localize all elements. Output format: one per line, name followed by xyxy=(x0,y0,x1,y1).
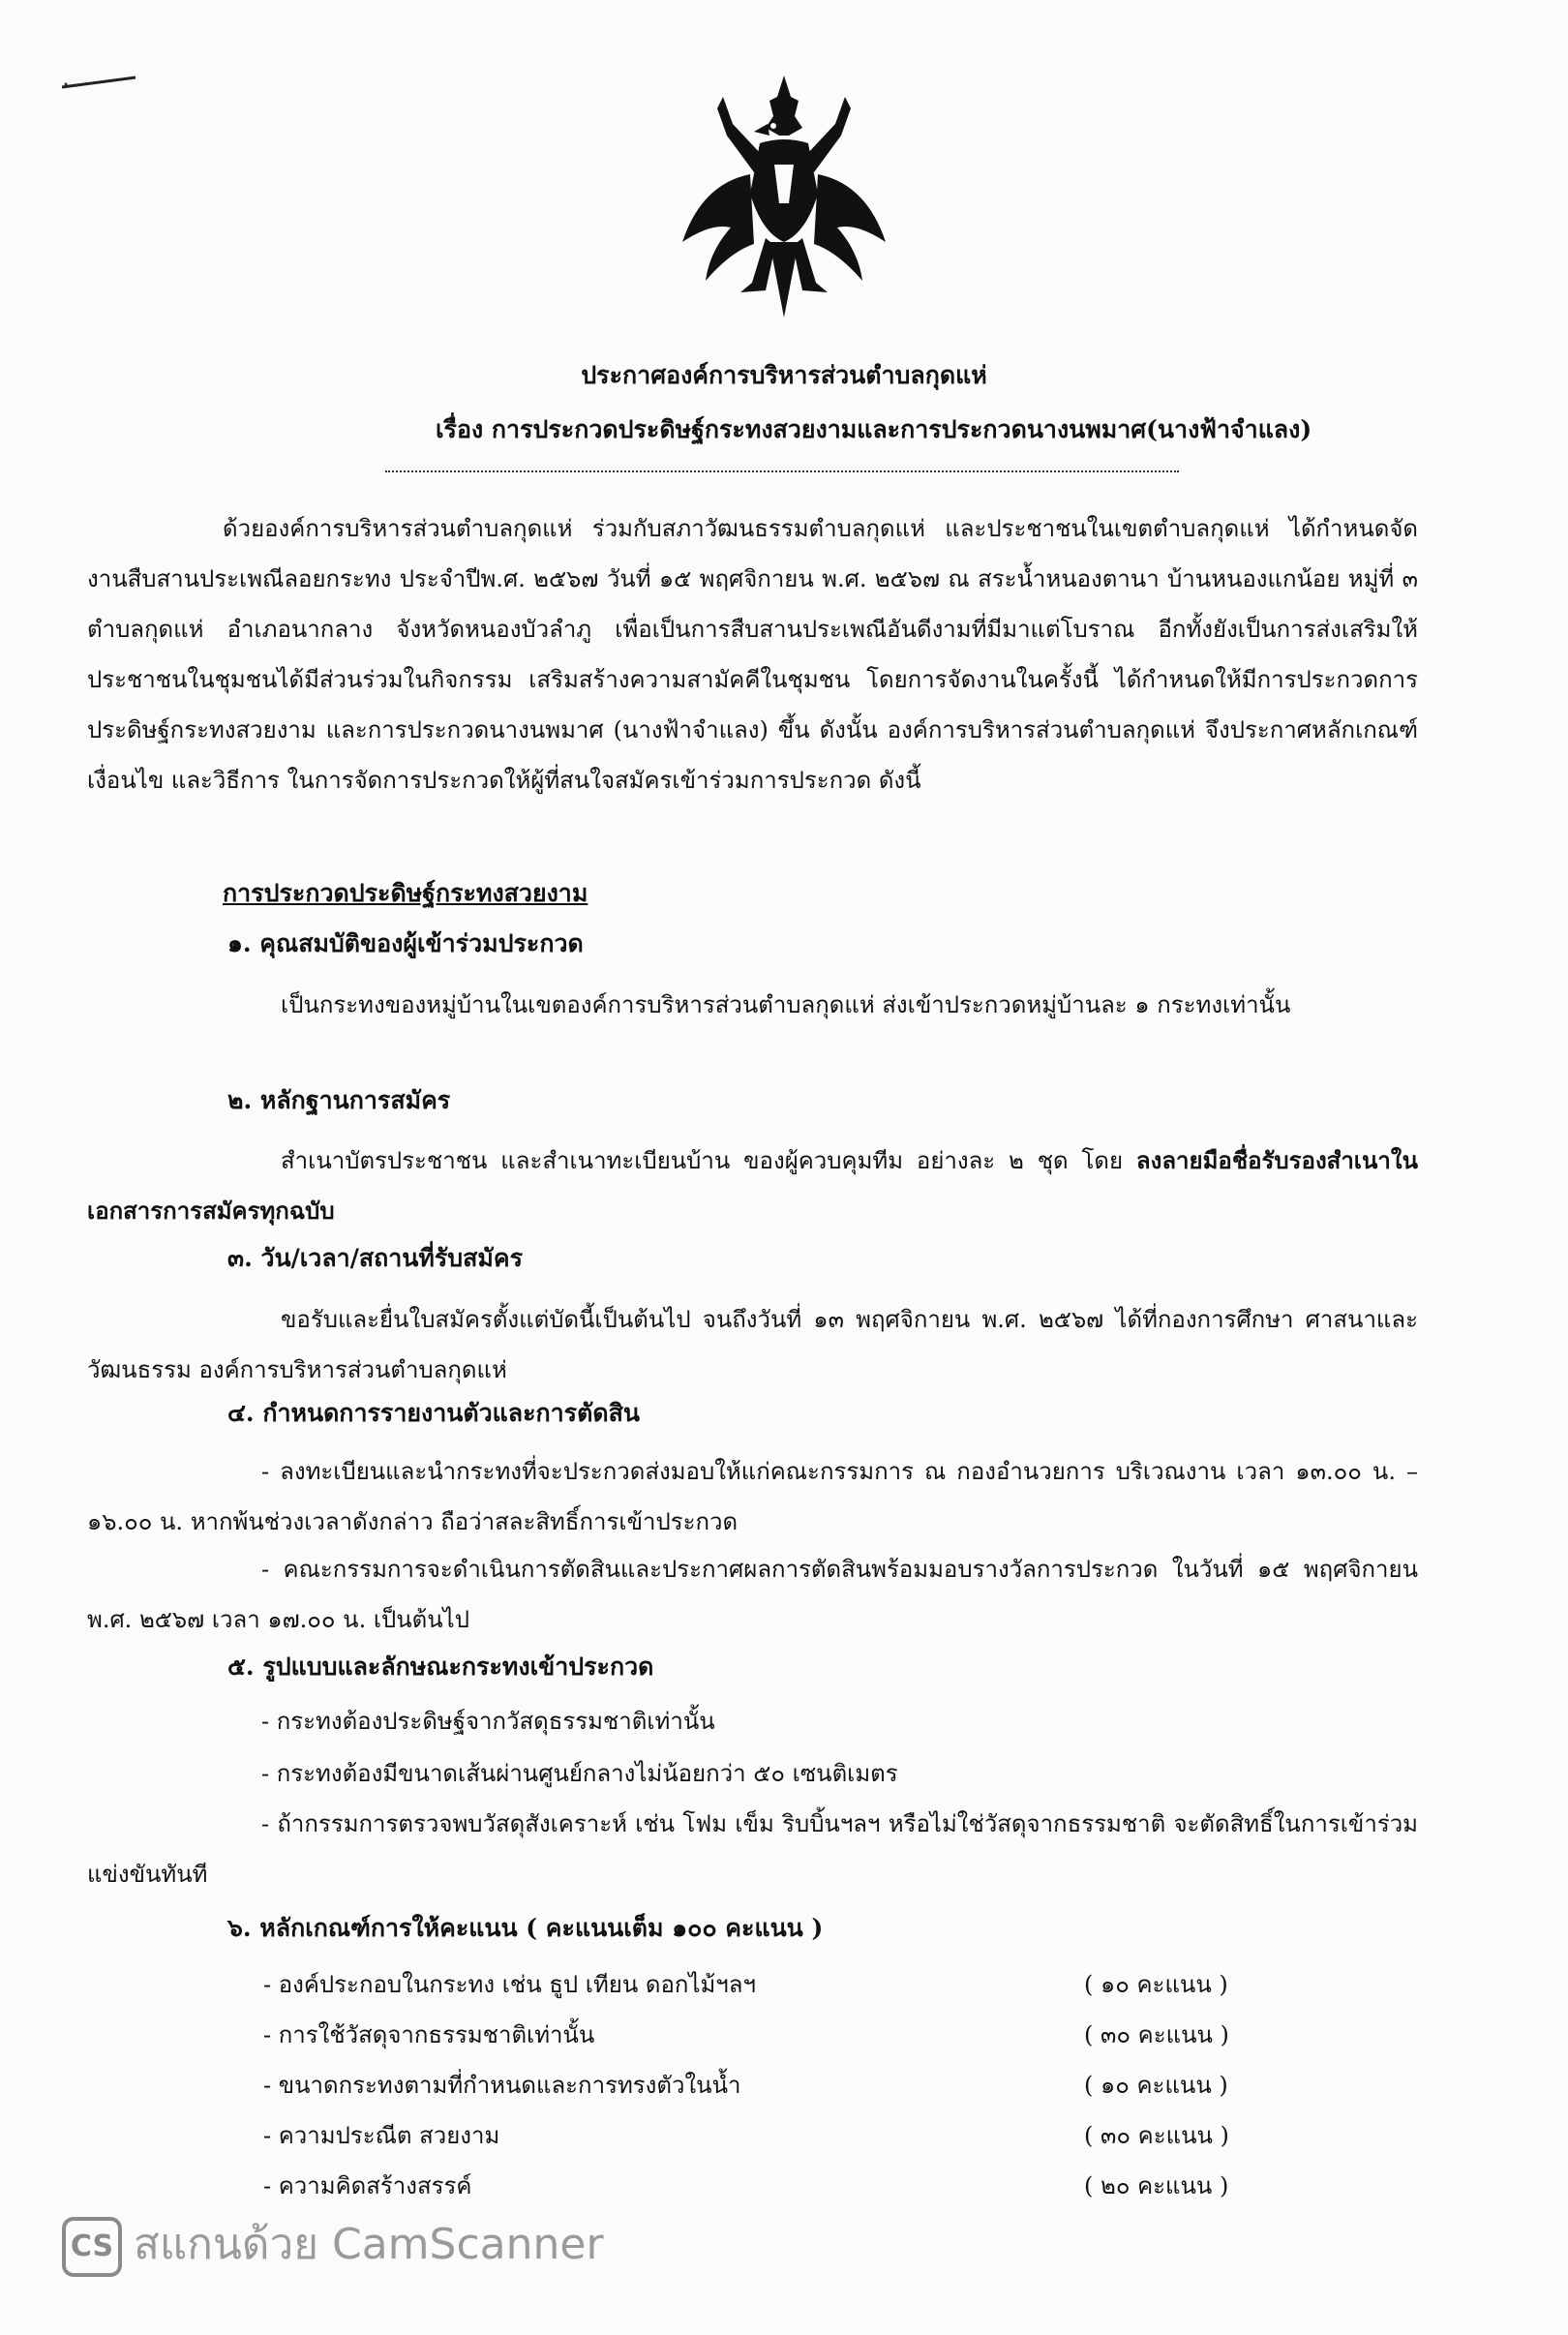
item-5-heading: ๕. รูปแบบและลักษณะกระทงเข้าประกวด xyxy=(227,1653,654,1681)
section-title: การประกวดประดิษฐ์กระทงสวยงาม xyxy=(223,879,588,907)
score-row-4-label: - ความประณีต สวยงาม xyxy=(263,2122,500,2149)
score-row-4-value: ( ๓๐ คะแนน ) xyxy=(1084,2122,1229,2149)
score-row-3-value: ( ๑๐ คะแนน ) xyxy=(1084,2072,1228,2099)
item-6-heading: ๖. หลักเกณฑ์การให้คะแนน ( คะแนนเต็ม ๑๐๐ คะแนน ) xyxy=(227,1914,824,1942)
score-row-5-value: ( ๒๐ คะแนน ) xyxy=(1084,2172,1229,2199)
item-2-heading: ๒. หลักฐานการสมัคร xyxy=(227,1086,451,1114)
document-subject: เรื่อง การประกวดประดิษฐ์กระทงสวยงามและการประกวดนางนพมาศ(นางฟ้าจำแลง) xyxy=(436,415,1312,443)
item-5-bullet-2: - กระทงต้องมีขนาดเส้นผ่านศูนย์กลางไม่น้อยกว่า ๕๐ เซนติเมตร xyxy=(261,1760,898,1787)
item-4-bullet-2: - คณะกรรมการจะดำเนินการตัดสินและประกาศผลการตัดสินพร้อมมอบรางวัลการประกวด ในวันที่ ๑๕ พฤศจิกายน พ.ศ. ๒๕๖๗ เวลา ๑๗.๐๐ น. เป็นต้นไป xyxy=(87,1556,1418,1633)
dotted-divider xyxy=(385,469,1179,472)
item-3-heading: ๓. วัน/เวลา/สถานที่รับสมัคร xyxy=(227,1244,524,1272)
score-row-2-label: - การใช้วัสดุจากธรรมชาติเท่านั้น xyxy=(263,2021,595,2048)
item-1-text: เป็นกระทงของหมู่บ้านในเขตองค์การบริหารส่วนตำบลกุดแห่ ส่งเข้าประกวดหมู่บ้านละ ๑ กระทงเท่านั้น xyxy=(281,991,1291,1018)
item-4-heading: ๔. กำหนดการรายงานตัวและการตัดสิน xyxy=(227,1399,640,1427)
score-row-1-label: - องค์ประกอบในกระทง เช่น ธูป เทียน ดอกไม้ฯลฯ xyxy=(263,1971,756,1998)
score-row-2-value: ( ๓๐ คะแนน ) xyxy=(1084,2021,1229,2048)
score-row-5-label: - ความคิดสร้างสรรค์ xyxy=(263,2172,472,2199)
score-row-3-label: - ขนาดกระทงตามที่กำหนดและการทรงตัวในน้ำ xyxy=(263,2072,741,2099)
garuda-emblem-icon xyxy=(673,68,895,319)
camscanner-logo-icon: CS xyxy=(62,2217,122,2277)
document-title: ประกาศองค์การบริหารส่วนตำบลกุดแห่ xyxy=(581,361,987,389)
item-2-text-bold: ลงลายมือชื่อรับรองสำเนาในเอกสารการสมัครทุกฉบับ xyxy=(87,1146,1418,1225)
item-5-bullet-1: - กระทงต้องประดิษฐ์จากวัสดุธรรมชาติเท่านั้น xyxy=(261,1708,715,1735)
item-4-bullet-1: - ลงทะเบียนและนำกระทงที่จะประกวดส่งมอบให้แก่คณะกรรมการ ณ กองอำนวยการ บริเวณงาน เวลา ๑๓.๐๐ น. – ๑๖.๐๐ น. หากพ้นช่วงเวลาดังกล่าว ถือว่าสละสิทธิ์การเข้าประกวด xyxy=(87,1458,1418,1535)
camscanner-watermark: สแกนด้วย CamScanner xyxy=(134,2220,604,2269)
intro-paragraph: ด้วยองค์การบริหารส่วนตำบลกุดแห่ ร่วมกับสภาวัฒนธรรมตำบลกุดแห่ และประชาชนในเขตตำบลกุดแห่ ได้กำหนดจัดงานสืบสานประเพณีลอยกระทง ประจำปีพ.ศ. ๒๕๖๗ วันที่ ๑๕ พฤศจิกายน พ.ศ. ๒๕๖๗ ณ สระน้ำหนองตานา บ้านหนองแกน้อย หมู่ที่ ๓ ตำบลกุดแห่ อำเภอนากลาง จังหวัดหนองบัวลำภู เพื่อเป็นการสืบสานประเพณีอันดีงามที่มีมาแต่โบราณ อีกทั้งยังเป็นการส่งเสริมให้ประชาชนในชุมชนได้มีส่วนร่วมในกิจกรรม เสริมสร้างความสามัคคีในชุมชน โดยการจัดงานในครั้งนี้ ได้กำหนดให้มีการประกวดการประดิษฐ์กระทงสวยงาม และการประกวดนางนพมาศ (นางฟ้าจำแลง) ขึ้น ดังนั้น องค์การบริหารส่วนตำบลกุดแห่ จึงประกาศหลักเกณฑ์ เงื่อนไข และวิธีการ ในการจัดการประกวดให้ผู้ที่สนใจสมัครเข้าร่วมการประกวด ดังนี้ xyxy=(87,515,1418,794)
pen-mark xyxy=(60,76,137,89)
score-row-1-value: ( ๑๐ คะแนน ) xyxy=(1084,1971,1228,1998)
item-2-text-plain: สำเนาบัตรประชาชน และสำเนาทะเบียนบ้าน ของผู้ควบคุมทีม อย่างละ ๒ ชุด โดย xyxy=(281,1147,1136,1174)
item-3-text: ขอรับและยื่นใบสมัครตั้งแต่บัดนี้เป็นต้นไป จนถึงวันที่ ๑๓ พฤศจิกายน พ.ศ. ๒๕๖๗ ได้ที่กองการศึกษา ศาสนาและวัฒนธรรม องค์การบริหารส่วนตำบลกุดแห่ xyxy=(87,1306,1418,1383)
item-5-bullet-3: - ถ้ากรรมการตรวจพบวัสดุสังเคราะห์ เช่น โฟม เข็ม ริบบิ้นฯลฯ หรือไม่ใช่วัสดุจากธรรมชาติ จะตัดสิทธิ์ในการเข้าร่วมแข่งขันทันที xyxy=(87,1810,1419,1888)
item-1-heading: ๑. คุณสมบัติของผู้เข้าร่วมประกวด xyxy=(227,929,584,957)
item-2-text xyxy=(87,1136,1418,1236)
